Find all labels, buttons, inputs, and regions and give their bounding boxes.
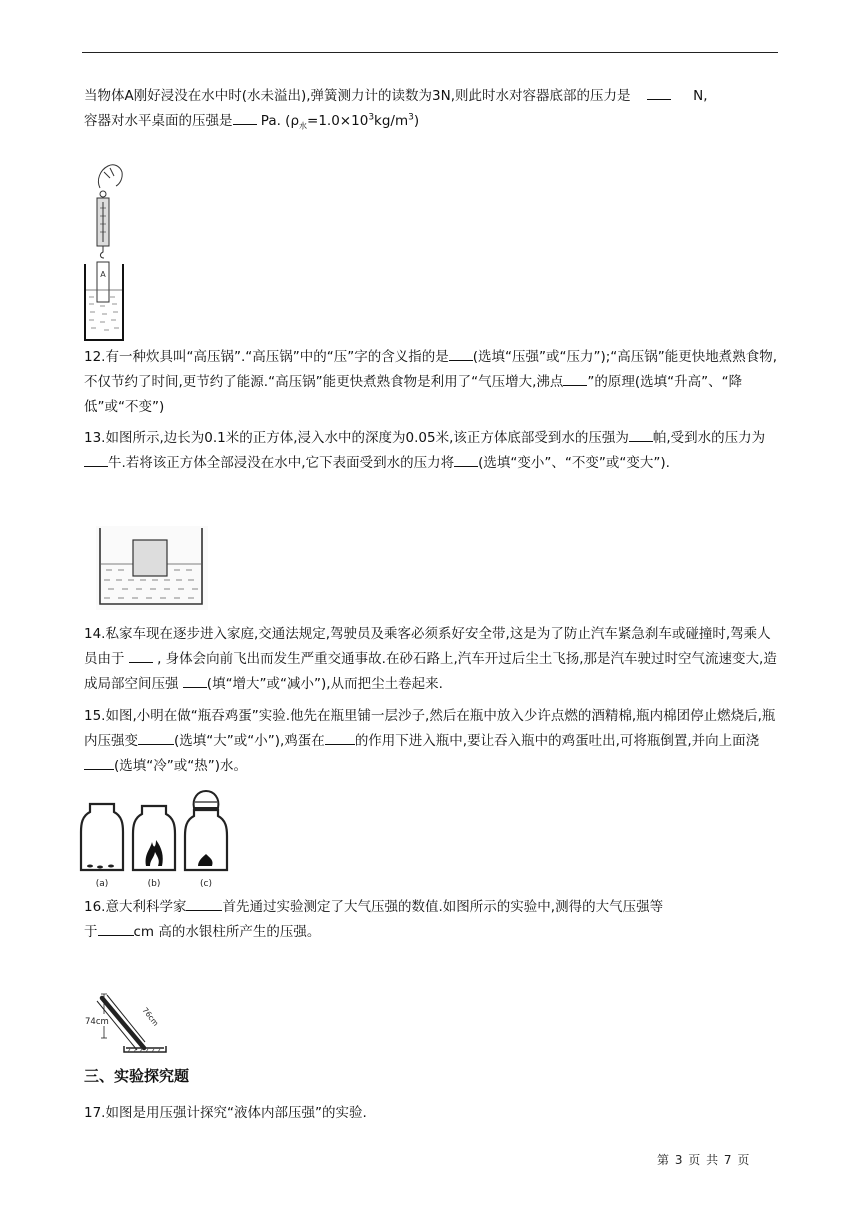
q14-blank-2: [183, 673, 207, 688]
q13-text: [84, 426, 778, 476]
q16-part2: 首先通过实验测定了大气压强的数值.如图所示的实验中,测得的大气压强等: [222, 899, 664, 915]
q12-blank-2: [563, 371, 587, 386]
section-heading: 三、实验探究题: [84, 1067, 190, 1085]
q13-part3: 牛.若将该正方体全部浸没在水中,它下表面受到水的压力将: [108, 455, 455, 471]
q13-blank-1: [629, 427, 653, 442]
q14-part3: (填“增大”或“减小”),从而把尘土卷起来.: [206, 676, 443, 692]
water-container-icon: [96, 526, 208, 610]
q11-exp2: 3: [408, 112, 414, 123]
q15-part4: (选填“冷”或“热”)水。: [114, 758, 248, 774]
torricelli-tube-icon: [82, 990, 182, 1056]
q13-part2: 帕,受到水的压力为: [652, 430, 766, 446]
q15-part1: 15.如图,小明在做“瓶吞鸡蛋”实验.他先在瓶里铺一层沙子,然后在瓶中放入少许点燃的酒精棉,瓶内棉团停止燃烧后,瓶内压强变: [84, 708, 776, 749]
bottle-label-c: (c): [200, 879, 212, 889]
q15-blank-1: [138, 730, 174, 745]
bottle-label-b: (b): [147, 879, 161, 889]
spring-balance-icon: [80, 160, 140, 344]
q16-part1: 16.意大利科学家: [84, 899, 187, 915]
q11-blank-pressure: [233, 110, 257, 125]
q16-part4: cm 高的水银柱所产生的压强。: [133, 924, 321, 940]
q12-part1: 12.有一种炊具叫“高压锅”.“高压锅”中的“压”字的含义指的是: [84, 349, 449, 365]
q11-rho: Pa. (ρ: [260, 113, 300, 129]
q15-part3: 的作用下进入瓶中,要让吞入瓶中的鸡蛋吐出,可将瓶倒置,并向上面浇: [354, 733, 760, 749]
q16-text: [84, 895, 778, 945]
q12-text: [84, 345, 778, 420]
page-footer: 第 3 页 共 7 页: [657, 1153, 750, 1167]
tube-length-label: 76cm: [140, 1005, 161, 1028]
q11-exp: 3: [368, 112, 375, 123]
q12-part2: (选填“压强”或“压力”);“高压锅”能更快地煮熟食物,不仅节约了时间,更节约了能源.“高压锅”能更快煮熟食物是利用了“气压增大,沸点: [84, 349, 778, 390]
q12-part3: ”的原理(选填“升高”、“降低”或“不变”): [84, 374, 743, 415]
q11-unit-n: N,: [693, 88, 708, 104]
bottle-egg-icon: [78, 790, 234, 890]
q11-density: =1.0×10: [307, 113, 369, 129]
q15-blank-3: [84, 755, 114, 770]
q15-part2: (选填“大”或“小”),鸡蛋在: [174, 733, 325, 749]
q15-text: [84, 704, 778, 779]
q17-text: 17.如图是用压强计探究“液体内部压强”的实验.: [84, 1105, 367, 1121]
q13-blank-2: [84, 452, 108, 467]
q16-blank-2: [98, 921, 134, 936]
q14-part2: , 身体会向前飞出而发生严重交通事故.在砂石路上,汽车开过后尘土飞扬,那是汽车驶过时空气流速变大,造成局部空间压强: [84, 651, 777, 692]
q15-blank-2: [325, 730, 355, 745]
q14-blank-1: [129, 648, 153, 663]
q13-blank-3: [454, 452, 478, 467]
q16-part3: 于: [84, 924, 98, 940]
bottle-label-a: (a): [95, 879, 109, 889]
q14-text: [84, 622, 778, 697]
q14-part1: 14.私家车现在逐步进入家庭,交通法规定,驾驶员及乘客必须系好安全带,这是为了防止汽车紧急刹车或碰撞时,驾乘人员由于: [84, 626, 771, 667]
q11-rho-sub: 水: [299, 121, 308, 131]
q13-part1: 13.如图所示,边长为0.1米的正方体,浸入水中的深度为0.05米,该正方体底部受到水的压强为: [84, 430, 629, 446]
q11-blank-force: [647, 85, 671, 100]
q11-text: [84, 84, 778, 134]
q13-part4: (选填“变小”、“不变”或“变大”).: [478, 455, 670, 471]
q11-unit: kg/m: [374, 113, 409, 129]
q11-line1: 当物体A刚好浸没在水中时(水未溢出),弹簧测力计的读数为3N,则此时水对容器底部的压力是: [84, 88, 631, 104]
object-a-label: A: [100, 270, 106, 279]
q12-blank-1: [449, 346, 473, 361]
q11-line2: 容器对水平桌面的压强是: [84, 113, 233, 129]
q16-blank-1: [186, 896, 222, 911]
header-rule: [82, 52, 778, 53]
q11-close: ): [413, 113, 420, 129]
height-label: 74cm: [85, 1017, 109, 1027]
